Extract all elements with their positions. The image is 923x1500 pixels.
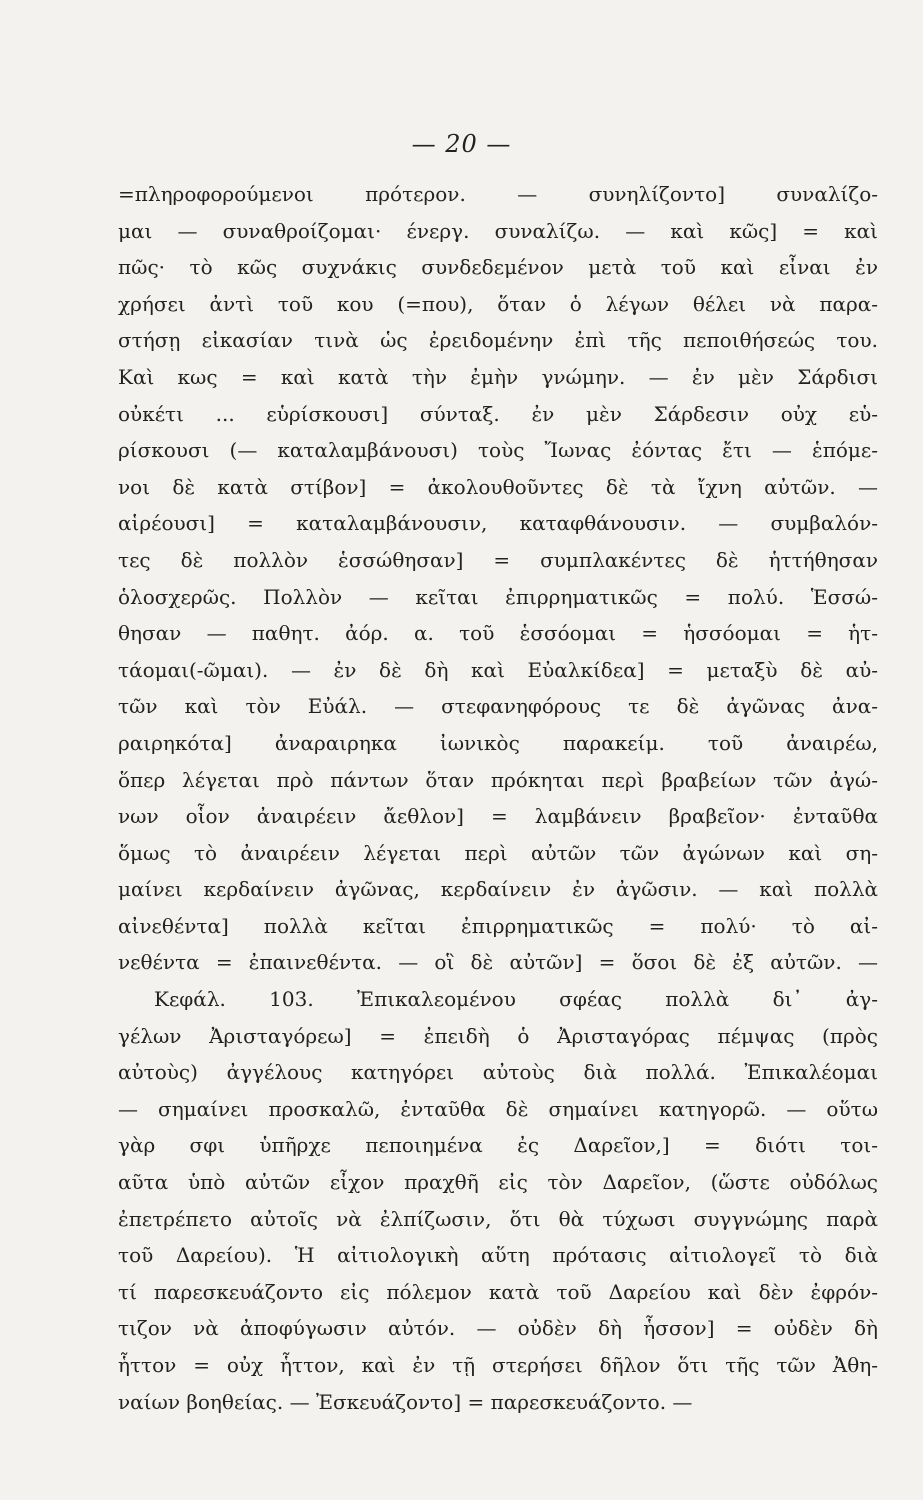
- text-line: =πληροφορούμενοι πρότερον. — συνηλίζοντο] συναλίζο-: [118, 182, 878, 206]
- text-line: τιζον νὰ ἀποφύγωσιν αὐτόν. — οὐδὲν δὴ ἧσσον] = οὐδὲν δὴ: [118, 1316, 878, 1341]
- text-line: ρίσκουσι (— καταλαμβάνουσι) τοὺς Ἴωνας ἐόντας ἔτι — ἑπόμε-: [118, 438, 878, 463]
- text-line: οὐκέτι ... εὑρίσκουσι] σύνταξ. ἐν μὲν Σάρδεσιν οὐχ εὑ-: [118, 401, 878, 426]
- text-line: μαίνει κερδαίνειν ἀγῶνας, κερδαίνειν ἐν ἀγῶσιν. — καὶ πολλὰ: [118, 877, 878, 902]
- text-line: νοι δὲ κατὰ στίβον] = ἀκολουθοῦντες δὲ τὰ ἴχνη αὐτῶν. —: [118, 474, 878, 499]
- text-line: ραιρηκότα] ἀναραιρηκα ἰωνικὸς παρακείμ. τοῦ ἀναιρέω,: [118, 730, 878, 755]
- text-line: χρήσει ἀντὶ τοῦ κου (=που), ὅταν ὁ λέγων θέλει νὰ παρα-: [118, 291, 878, 316]
- text-line: τάομαι(-ῶμαι). — ἐν δὲ δὴ καὶ Εὐαλκίδεα] = μεταξὺ δὲ αὐ-: [118, 657, 878, 682]
- text-line: αἱρέουσι] = καταλαμβάνουσιν, καταφθάνουσιν. — συμβαλόν-: [118, 511, 878, 536]
- text-line: — σημαίνει προσκαλῶ, ἐνταῦθα δὲ σημαίνει κατηγορῶ. — οὕτω: [118, 1096, 878, 1121]
- text-line: γέλων Ἀρισταγόρεω] = ἐπειδὴ ὁ Ἀρισταγόρας πέμψας (πρὸς: [118, 1023, 878, 1048]
- text-line: ἧττον = οὐχ ἧττον, καὶ ἐν τῇ στερήσει δῆλον ὅτι τῆς τῶν Ἀθη-: [118, 1353, 878, 1377]
- page-number: — 20 —: [411, 130, 512, 158]
- text-line: ὁλοσχερῶς. Πολλὸν — κεῖται ἐπιρρηματικῶς = πολύ. Ἑσσώ-: [118, 584, 878, 609]
- text-line: αῦτα ὑπὸ αὐτῶν εἶχον πραχθῆ εἰς τὸν Δαρεῖον, (ὥστε οὐδόλως: [118, 1170, 878, 1195]
- text-line: αἰνεθέντα] πολλὰ κεῖται ἐπιρρηματικῶς = πολύ· τὸ αἰ-: [118, 913, 878, 938]
- text-line: θησαν — παθητ. ἀόρ. α. τοῦ ἑσσόομαι = ἡσσόομαι = ἡτ-: [118, 621, 878, 646]
- text-line: τοῦ Δαρείου). Ἡ αἰτιολογικὴ αὕτη πρότασις αἰτιολογεῖ τὸ διὰ: [118, 1243, 878, 1268]
- text-body: [118, 176, 878, 1420]
- text-line: ναίων βοηθείας. — Ἐσκευάζοντο] = παρεσκευάζοντο. —: [118, 1389, 693, 1414]
- text-line: τες δὲ πολλὸν ἑσσώθησαν] = συμπλακέντες δὲ ἡττήθησαν: [118, 547, 878, 572]
- text-line: τῶν καὶ τὸν Εὐάλ. — στεφανηφόρους τε δὲ ἀγῶνας ἀνα-: [118, 694, 878, 719]
- text-line: πῶς· τὸ κῶς συχνάκις συνδεδεμένον μετὰ τοῦ καὶ εἶναι ἐν: [118, 255, 878, 280]
- text-line: ὅπερ λέγεται πρὸ πάντων ὅταν πρόκηται περὶ βραβείων τῶν ἀγώ-: [118, 767, 878, 792]
- text-line: γὰρ σφι ὑπῆρχε πεποιημένα ἐς Δαρεῖον,] = διότι τοι-: [118, 1133, 878, 1158]
- text-line: μαι — συναθροίζομαι· ένεργ. συναλίζω. — καὶ κῶς] = καὶ: [118, 218, 878, 243]
- text-line: αὐτοὺς) ἀγγέλους κατηγόρει αὐτοὺς διὰ πολλά. Ἐπικαλέομαι: [118, 1060, 878, 1085]
- text-line: στήσῃ εἰκασίαν τινὰ ὡς ἐρειδομένην ἐπὶ τῆς πεποιθήσεώς του.: [118, 328, 878, 353]
- text-line: ἐπετρέπετο αὐτοῖς νὰ ἐλπίζωσιν, ὅτι θὰ τύχωσι συγγνώμης παρὰ: [118, 1206, 878, 1231]
- text-line: ὅμως τὸ ἀναιρέειν λέγεται περὶ αὐτῶν τῶν ἀγώνων καὶ ση-: [118, 840, 878, 865]
- text-line: τί παρεσκευάζοντο εἰς πόλεμον κατὰ τοῦ Δαρείου καὶ δὲν ἐφρόν-: [118, 1279, 878, 1304]
- text-line: Κεφάλ. 103. Ἐπικαλεομένου σφέας πολλὰ δι᾽ ἀγ-: [154, 987, 878, 1012]
- text-line: Καὶ κως = καὶ κατὰ τὴν ἐμὴν γνώμην. — ἐν μὲν Σάρδισι: [118, 364, 878, 389]
- text-line: νεθέντα = ἐπαινεθέντα. — οἳ δὲ αὐτῶν] = ὅσοι δὲ ἐξ αὐτῶν. —: [118, 950, 878, 975]
- text-line: νων οἷον ἀναιρέειν ἄεθλον] = λαμβάνειν βραβεῖον· ἐνταῦθα: [118, 804, 878, 829]
